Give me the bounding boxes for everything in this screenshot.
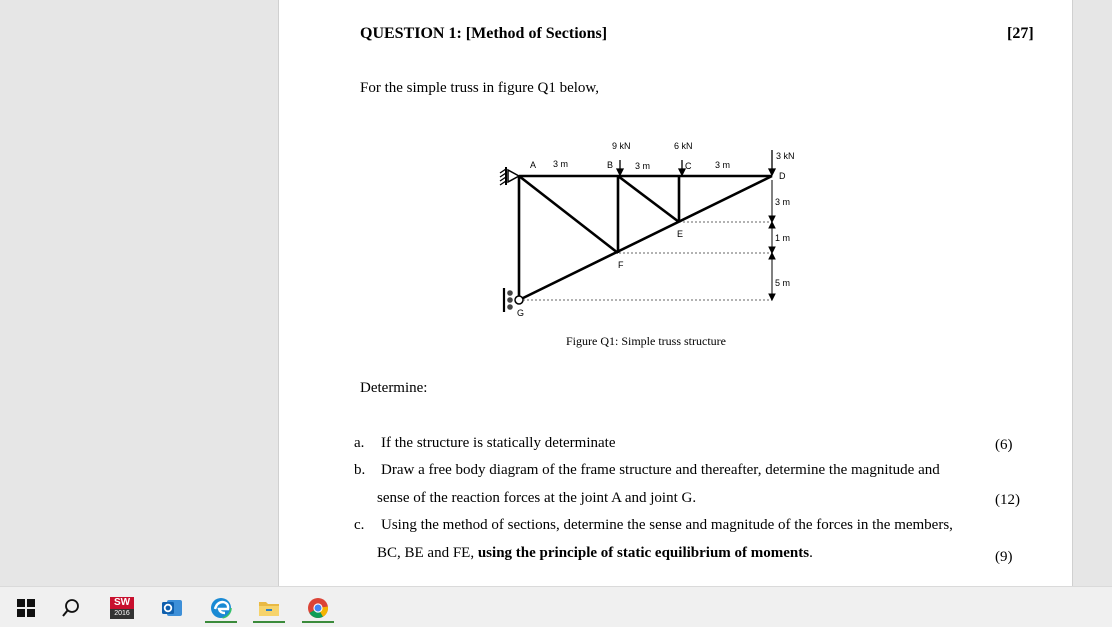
document-page (278, 0, 1073, 586)
question-title: QUESTION 1: [Method of Sections] (360, 25, 608, 42)
figure-caption: Figure Q1: Simple truss structure (566, 334, 726, 348)
determine-label: Determine: (360, 380, 428, 396)
joint-f-label: F (618, 260, 624, 270)
span-ab-label: 3 m (553, 159, 569, 169)
total-marks: [27] (1007, 25, 1034, 42)
active-indicator (253, 621, 285, 623)
span-cd-label: 3 m (715, 160, 731, 170)
intro-text: For the simple truss in figure Q1 below, (360, 80, 599, 96)
item-marks: (9) (995, 549, 1013, 565)
item-letter: c. (354, 517, 365, 533)
item-text-continued: sense of the reaction forces at the joint A and joint G. (377, 490, 697, 506)
item-marks: (12) (995, 492, 1020, 508)
active-indicator (205, 621, 237, 623)
joint-b-label: B (607, 160, 614, 170)
search-icon[interactable] (55, 593, 87, 623)
members-text: BC, BE and FE, (377, 545, 478, 561)
load-b-label: 9 kN (612, 141, 631, 151)
period: . (809, 545, 813, 561)
item-text: Using the method of sections, determine the sense and magnitude of the forces in the members, (381, 517, 953, 533)
active-indicator (302, 621, 334, 623)
windows-start-icon[interactable] (10, 593, 42, 623)
joint-e-label: E (677, 229, 684, 239)
outlook-icon[interactable] (156, 593, 188, 623)
truss-members (519, 176, 772, 300)
joint-a-label: A (530, 160, 537, 170)
taskbar (0, 586, 1112, 627)
load-d-label: 3 kN (776, 151, 795, 161)
solidworks-year: 2016 (110, 609, 134, 619)
item-text: If the structure is statically determinate (381, 435, 616, 451)
solidworks-icon[interactable] (106, 593, 138, 623)
edge-icon[interactable] (205, 593, 237, 623)
item-marks: (6) (995, 437, 1013, 453)
item-text: Draw a free body diagram of the frame structure and thereafter, determine the magnitude and (381, 462, 940, 478)
height-ef-label: 1 m (775, 233, 791, 243)
item-letter: b. (354, 462, 366, 478)
item-letter: a. (354, 435, 365, 451)
load-c-label: 6 kN (674, 141, 693, 151)
span-bc-label: 3 m (635, 161, 651, 171)
chrome-icon[interactable] (302, 593, 334, 623)
bold-emphasis: using the principle of static equilibrium of moments (477, 545, 810, 561)
item-text-continued (377, 545, 813, 562)
height-fg-label: 5 m (775, 278, 791, 288)
joint-c-label: C (685, 161, 692, 171)
truss-figure (489, 138, 869, 323)
joint-d-label: D (779, 171, 786, 181)
solidworks-label: SW (113, 597, 131, 608)
joint-g-label: G (517, 308, 525, 318)
file-explorer-icon[interactable] (253, 593, 285, 623)
pin-support (500, 167, 519, 185)
height-de-label: 3 m (775, 197, 791, 207)
